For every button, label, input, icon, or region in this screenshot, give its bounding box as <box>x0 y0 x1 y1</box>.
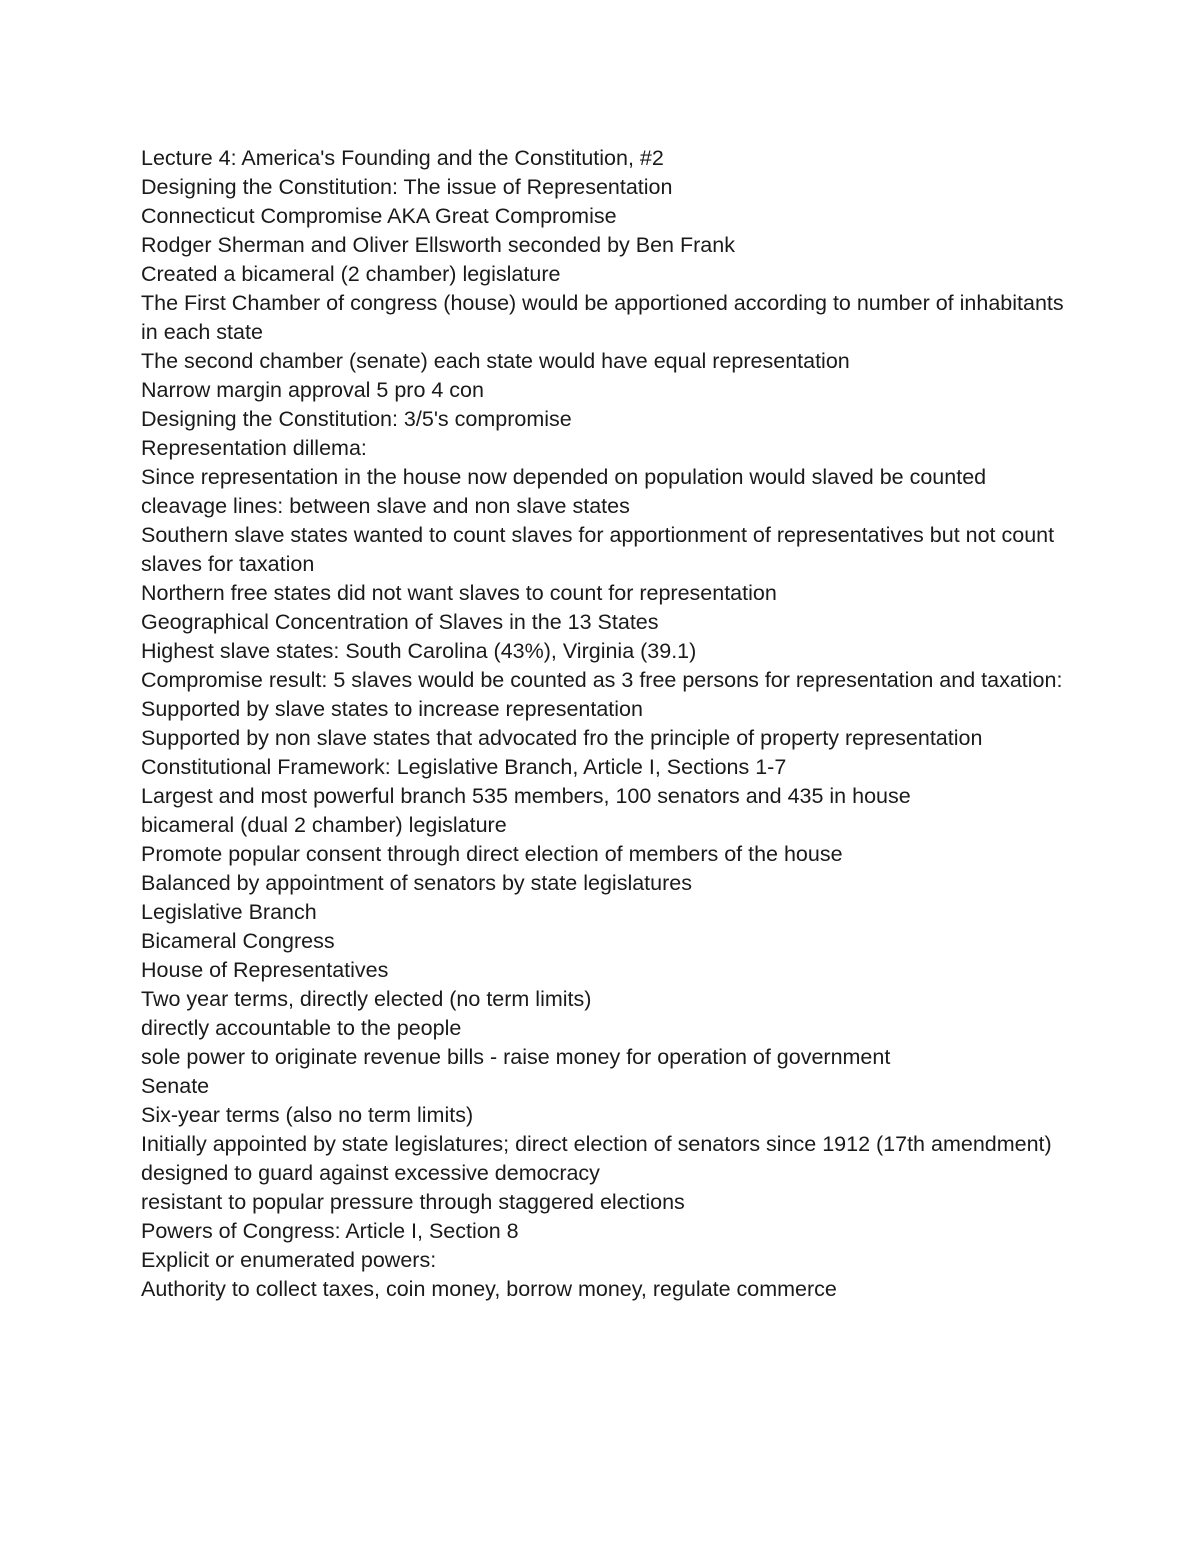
note-line: The First Chamber of congress (house) would be apportioned according to number of inhabitants in each state <box>141 291 1064 344</box>
note-line: The second chamber (senate) each state would have equal representation <box>141 349 850 373</box>
note-line: sole power to originate revenue bills - raise money for operation of government <box>141 1045 891 1069</box>
note-line: Balanced by appointment of senators by state legislatures <box>141 871 692 895</box>
note-line: Narrow margin approval 5 pro 4 con <box>141 378 484 402</box>
note-line: Designing the Constitution: The issue of Representation <box>141 175 673 199</box>
note-line: Compromise result: 5 slaves would be counted as 3 free persons for representation and taxation: <box>141 668 1063 692</box>
note-line: Designing the Constitution: 3/5's compromise <box>141 407 572 431</box>
note-line: Lecture 4: America's Founding and the Constitution, #2 <box>141 146 664 170</box>
note-line: Senate <box>141 1074 210 1098</box>
note-line: Six-year terms (also no term limits) <box>141 1103 474 1127</box>
note-line: Southern slave states wanted to count slaves for apportionment of representatives but not count slaves for taxation <box>141 523 1055 576</box>
note-line: Connecticut Compromise AKA Great Compromise <box>141 204 617 228</box>
lecture-notes-body <box>141 144 1071 1304</box>
note-line: Promote popular consent through direct election of members of the house <box>141 842 843 866</box>
note-line: cleavage lines: between slave and non slave states <box>141 494 630 518</box>
note-line: Authority to collect taxes, coin money, borrow money, regulate commerce <box>141 1277 837 1301</box>
note-line: directly accountable to the people <box>141 1016 462 1040</box>
note-line: bicameral (dual 2 chamber) legislature <box>141 813 507 837</box>
note-line: Constitutional Framework: Legislative Branch, Article I, Sections 1-7 <box>141 755 787 779</box>
note-line: Largest and most powerful branch 535 members, 100 senators and 435 in house <box>141 784 911 808</box>
note-line: resistant to popular pressure through staggered elections <box>141 1190 685 1214</box>
note-line: Supported by non slave states that advocated fro the principle of property representation <box>141 726 983 750</box>
note-line: designed to guard against excessive democracy <box>141 1161 600 1185</box>
note-line: Created a bicameral (2 chamber) legislature <box>141 262 561 286</box>
note-line: Legislative Branch <box>141 900 317 924</box>
note-line: Highest slave states: South Carolina (43%), Virginia (39.1) <box>141 639 697 663</box>
note-line: Representation dillema: <box>141 436 367 460</box>
note-line: Powers of Congress: Article I, Section 8 <box>141 1219 519 1243</box>
note-line: House of Representatives <box>141 958 389 982</box>
note-line: Explicit or enumerated powers: <box>141 1248 437 1272</box>
note-line: Since representation in the house now depended on population would slaved be counted <box>141 465 987 489</box>
note-line: Rodger Sherman and Oliver Ellsworth seconded by Ben Frank <box>141 233 735 257</box>
note-line: Two year terms, directly elected (no term limits) <box>141 987 592 1011</box>
note-line: Geographical Concentration of Slaves in the 13 States <box>141 610 659 634</box>
note-line: Initially appointed by state legislatures; direct election of senators since 1912 (17th amendment) <box>141 1132 1052 1156</box>
note-line: Supported by slave states to increase representation <box>141 697 643 721</box>
note-line: Bicameral Congress <box>141 929 335 953</box>
note-line: Northern free states did not want slaves to count for representation <box>141 581 777 605</box>
